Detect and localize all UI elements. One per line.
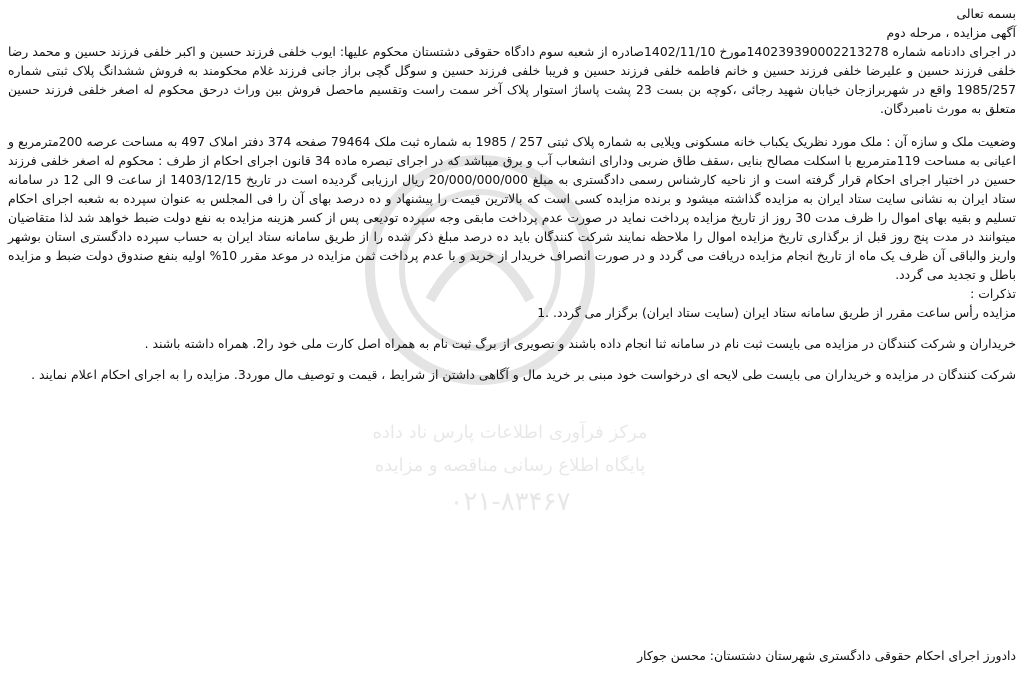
note-item-1: مزایده رأس ساعت مقرر از طریق سامانه ستاد ایران (سایت ستاد ایران) برگزار می گردد. .1	[537, 305, 1016, 320]
paragraph-ruling: در اجرای دادنامه شماره 140239390002213278مورخ 1402/11/10صادره از شعبه سوم دادگاه حقوقی دشتستان محکوم علیها: ایوب خلفی فرزند حسین و اکبر خلفی فرزند حسین و محمد رضا خلفی فرزند حسین و علیرضا خلفی فرزند حسین و خانم فاطمه خلفی فرزند حسین و فریبا خلفی فرزند حسین و سوگل گچی براز جانی فرزند غلام محکومند به فروش ششدانگ پلاک ثبتی شماره 1985/257 واقع در شهربرازجان خیابان شهید رجائی ،کوچه بن بست 23 پشت پاساژ استوار پلاک آخر سمت راست وتقسیم ماحصل فروش بین وراث درحق محکوم له اصغر خلفی فرزند حسین متعلق به مورث نامبردگان.	[8, 44, 1016, 116]
paragraph-property-status: وضعیت ملک و سازه آن : ملک مورد نظریک یکباب خانه مسکونی ویلایی به شماره پلاک ثبتی 257 / 1985 به شماره ثبت ملک 79464 صفحه 374 دفتر املاک 497 به مساحت عرصه 200مترمربع و اعیانی به مساحت 119مترمربع با اسکلت مصالح بنایی ،سقف طاق ضربی ودارای انشعاب آب و برق میباشد که در اجرای تبصره ماده 34 قانون اجرای احکام از طرف : محکوم له اصغر خلفی فرزند حسین در اختیار اجرای احکام قرار گرفته است و از ناحیه کارشناس رسمی دادگستری به مبلغ 20/000/000/000 ریال ارزیابی گردیده است در تاریخ 1403/12/15 از ساعت 9 الی 12 در سامانه ستاد ایران به نشانی سایت ستاد ایران به مزایده گذاشته میشود و برنده مزایده کسی است که بالاترین قیمت را پیشنهاد و ده درصد بهای آن را فی المجلس به عنوان سپرده به شعبه اجرای احکام تسلیم و بقیه بهای اموال را ظرف مدت 30 روز از تاریخ مزایده پرداخت نماید در صورت عدم پرداخت مابقی وجه سپرده تودیعی پس از کسر هزینه مزایده به نفع دولت ضبط خواهد شد لذا متقاضیان میتوانند در مدت پنج روز قبل از برگذاری تاریخ مزایده اموال را ملاحظه نمایند شرکت کنندگان باید ده درصد مبلغ ذکر شده را از طریق سامانه ستاد ایران به حساب سپرده دادگستری استان بوشهر واریز والباقی آن ظرف یک ماه از تاریخ انجام مزایده دریافت می گردد و در صورت انصراف خریدار از خرید و با عدم پرداخت ثمن مزایده در موعد مقرر 10% اولیه بنفع صندوق دولت ضبط و مزایده باطل و تجدید می گردد.	[8, 134, 1016, 282]
signature-line: دادورز اجرای احکام حقوقی دادگستری شهرستان دشتستان: محسن جوکار	[637, 648, 1016, 663]
watermark-text	[330, 420, 690, 518]
watermark-line-2: پایگاه اطلاع رسانی مناقصه و مزایده	[374, 455, 646, 476]
watermark-line-3: ۰۲۱-۸۳۴۶۷	[449, 487, 571, 517]
note-item-2: خریداران و شرکت کنندگان در مزایده می بایست ثبت نام در سامانه ثنا انجام داده باشند و تصویری از برگ ثبت نام به همراه اصل کارت ملی خود را2. همراه داشته باشند .	[144, 336, 1016, 351]
notice-title: آگهی مزایده ، مرحله دوم	[886, 25, 1016, 40]
watermark-line-1: مرکز فرآوری اطلاعات پارس ناد داده	[372, 422, 648, 443]
note-item-3: شرکت کنندگان در مزایده و خریداران می بایست طی لایحه ای درخواست خود مبنی بر خرید مال و آگاهی داشتن از شرایط ، قیمت و توصیف مال مورد3. مزایده را به اجرای احکام اعلام نمایند .	[31, 367, 1016, 382]
notice-body	[8, 4, 1016, 384]
notes-title: تذکرات :	[970, 286, 1016, 301]
header-basmala: بسمه تعالی	[956, 6, 1016, 21]
